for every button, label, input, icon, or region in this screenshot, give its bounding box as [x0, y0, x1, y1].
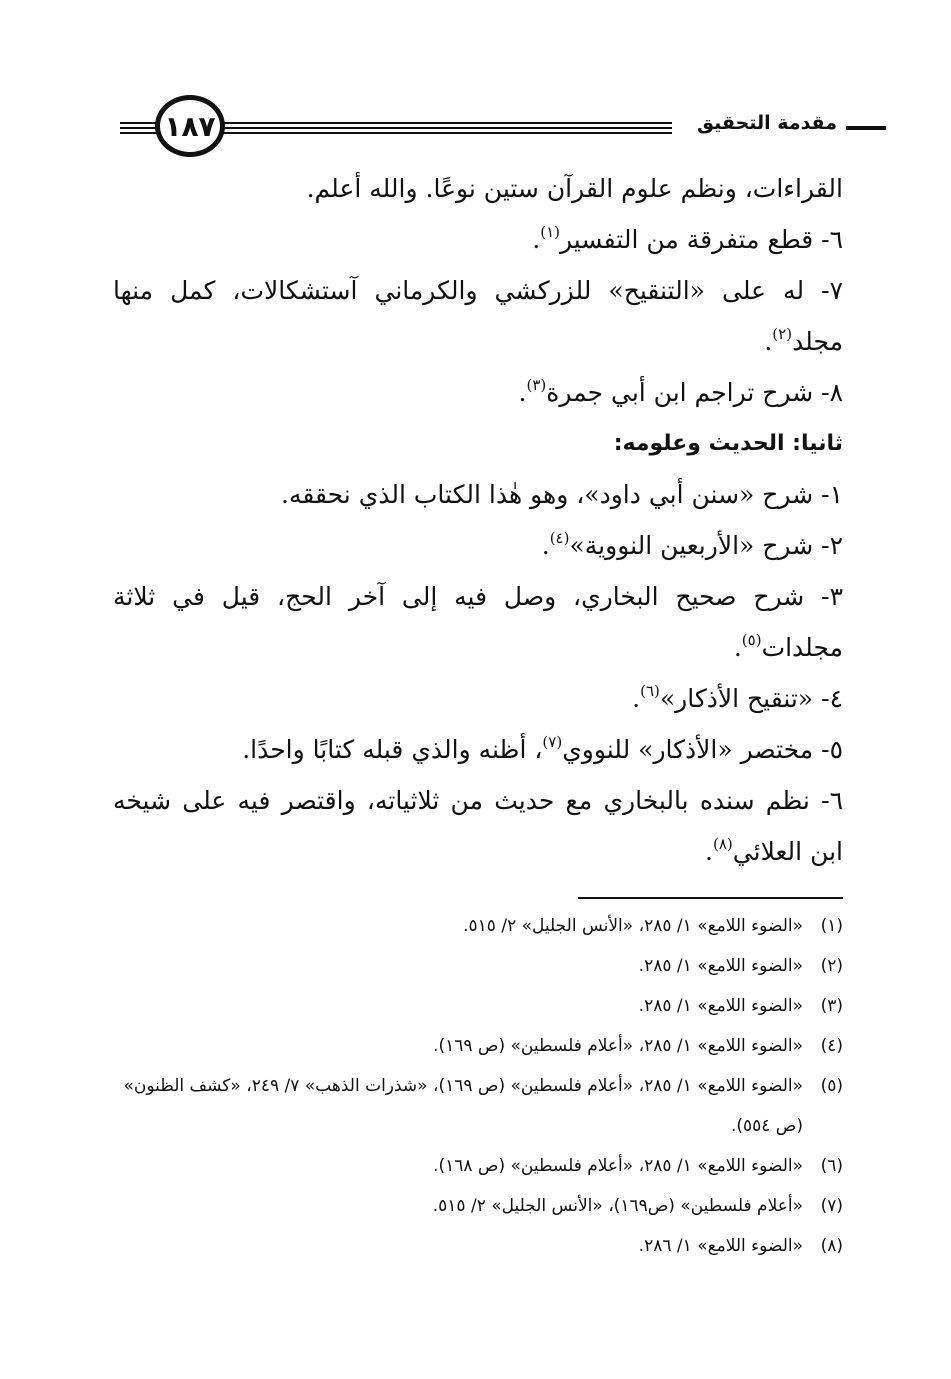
header-rule-center [222, 132, 672, 134]
footnote [111, 1226, 843, 1266]
footnote-text: «الضوء اللامع» ١/ ٢٨٥، «أعلام فلسطين» (ص ١٦٩). [433, 1036, 803, 1056]
footnote [111, 906, 843, 946]
footnote-ref: (٨) [713, 835, 733, 853]
footnote-ref: (٥) [741, 631, 762, 649]
header-rule-left [120, 127, 160, 129]
footnote-text: «الضوء اللامع» ١/ ٢٨٦. [638, 1236, 803, 1256]
header-rule-left [120, 132, 160, 134]
footnote-number: (١) [820, 916, 843, 936]
list-item: ٥- مختصر «الأذكار» للنووي$^{(٧)}$، أظنه والذي قبله كتابًا واحدًا. [242, 733, 843, 764]
footnote-text: «الضوء اللامع» ١/ ٢٨٥، «أعلام فلسطين» (ص ١٦٩)، «شذرات الذهب» ٧/ ٢٤٩، «كشف الظنون» (ص ٥٥٤). [123, 1076, 803, 1136]
footnote-text: «الضوء اللامع» ١/ ٢٨٥، «الأنس الجليل» ٢/ ٥١٥. [463, 916, 803, 936]
footnote-number: (٨) [820, 1236, 843, 1256]
footnotes [111, 906, 843, 1266]
header-rule-center [222, 122, 672, 124]
footnote-text: «الضوء اللامع» ١/ ٢٨٥. [638, 996, 803, 1016]
footnote-number: (٢) [820, 956, 843, 976]
footnote-ref: (٧) [542, 733, 563, 751]
page-number: ١٨٧ [155, 95, 225, 157]
header-rule-left [120, 122, 160, 124]
list-item: ٦- قطع متفرقة من التفسير$^{(١)}$. [532, 223, 843, 254]
footnote [111, 1026, 843, 1066]
header-rule-center [222, 127, 672, 129]
footnote-number: (٦) [820, 1156, 843, 1176]
footnote [111, 986, 843, 1026]
footnote [111, 1146, 843, 1186]
footnote [111, 1186, 843, 1226]
list-item: ٣- شرح صحيح البخاري، وصل فيه إلى آخر الحج، قيل في ثلاثة مجلدات$^{(٥)}$. [113, 582, 843, 662]
section-heading: ثانيا: الحديث وعلومه: [613, 431, 843, 456]
footnote-separator [578, 897, 843, 899]
main-text [113, 163, 843, 877]
footnote-text: «أعلام فلسطين» (ص١٦٩)، «الأنس الجليل» ٢/ ٥١٥. [432, 1196, 803, 1216]
footnote-number: (٣) [820, 996, 843, 1016]
footnote-text: «الضوء اللامع» ١/ ٢٨٥، «أعلام فلسطين» (ص ١٦٨). [433, 1156, 803, 1176]
list-item: ٦- نظم سنده بالبخاري مع حديث من ثلاثياته، واقتصر فيه على شيخه ابن العلائي$^{(٨)}$. [113, 786, 843, 866]
footnote-number: (٥) [820, 1076, 843, 1096]
footnote [111, 946, 843, 986]
footnote-ref: (١) [540, 223, 561, 241]
list-item: ٨- شرح تراجم ابن أبي جمرة$^{(٣)}$. [518, 376, 843, 407]
title-dash [846, 126, 886, 130]
footnote [111, 1066, 843, 1146]
footnote-ref: (٦) [640, 682, 660, 700]
list-item: ٢- شرح «الأربعين النووية»$^{(٤)}$. [541, 529, 843, 560]
list-item: ١- شرح «سنن أبي داود»، وهو هٰذا الكتاب الذي نحققه. [281, 480, 843, 509]
footnote-ref: (٣) [526, 376, 547, 394]
page-header [0, 0, 951, 170]
paragraph: القراءات، ونظم علوم القرآن ستين نوعًا. والله أعلم. [306, 174, 843, 203]
footnote-text: «الضوء اللامع» ١/ ٢٨٥. [638, 956, 803, 976]
footnote-number: (٧) [820, 1196, 843, 1216]
running-title: مقدمة التحقيق [693, 112, 841, 134]
footnote-ref: (٤) [549, 529, 570, 547]
footnote-ref: (٢) [772, 325, 793, 343]
list-item: ٤- «تنقيح الأذكار»$^{(٦)}$. [632, 682, 843, 713]
footnote-number: (٤) [820, 1036, 843, 1056]
list-item: ٧- له على «التنقيح» للزركشي والكرماني آستشكالات، كمل منها مجلد$^{(٢)}$. [113, 276, 843, 356]
